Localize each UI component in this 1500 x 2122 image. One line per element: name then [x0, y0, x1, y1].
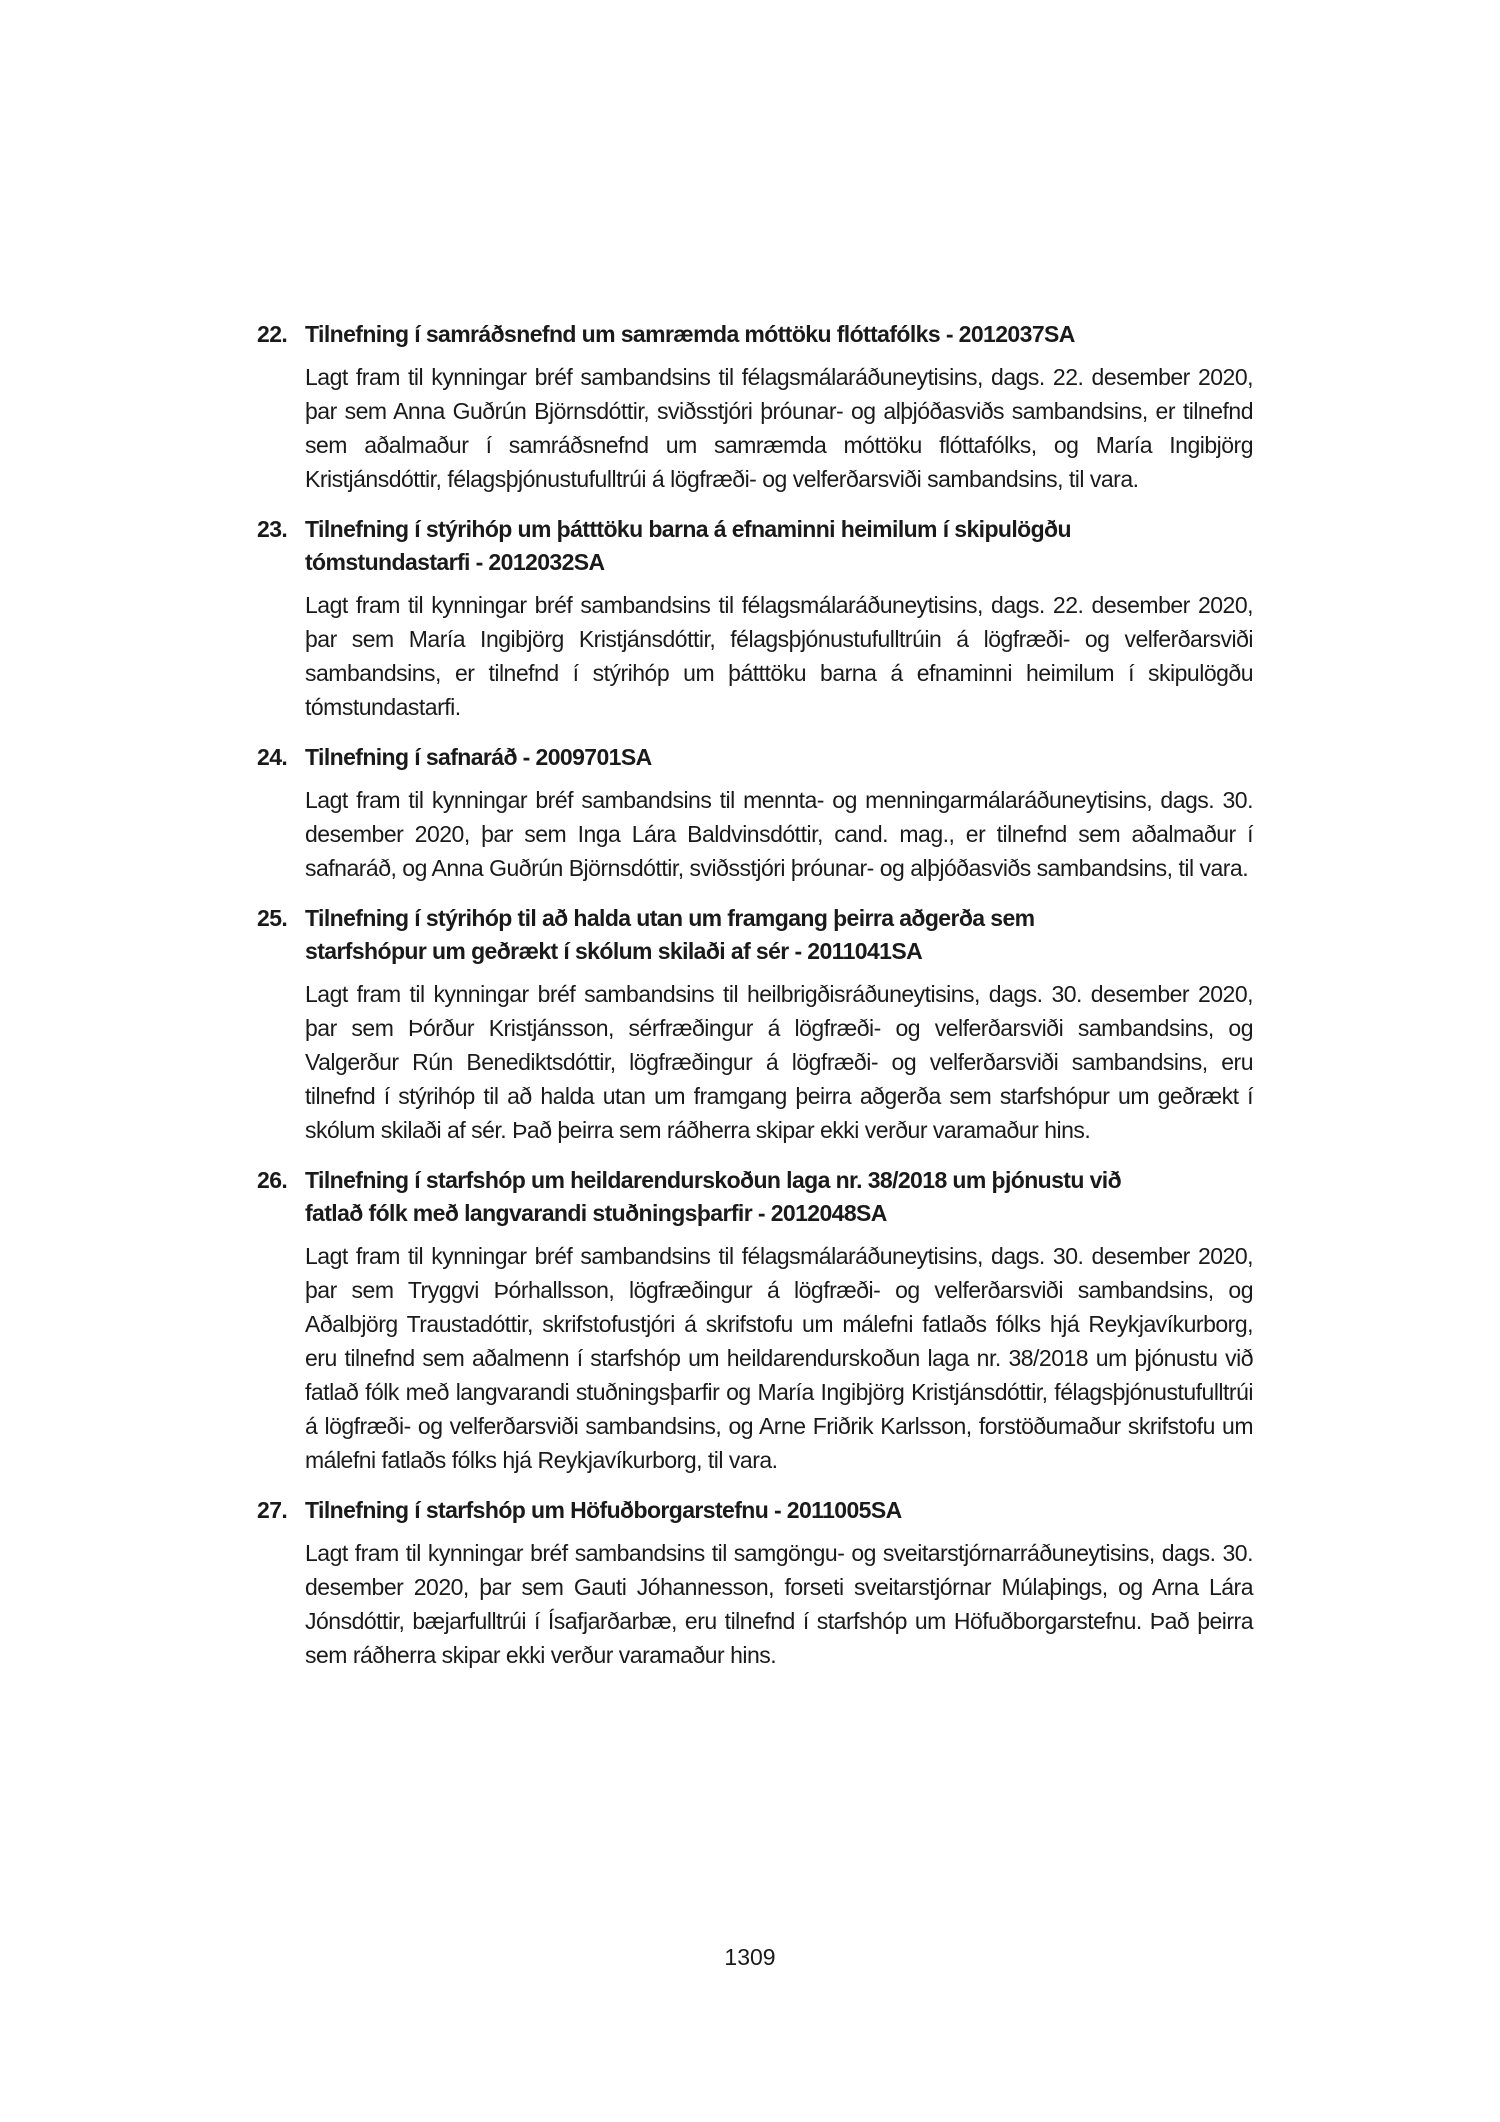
item-heading — [257, 513, 1253, 579]
item-number: 22. — [257, 321, 288, 347]
item-heading — [257, 1164, 1253, 1230]
item-number: 25. — [257, 905, 288, 931]
item-body: Lagt fram til kynningar bréf sambandsins til samgöngu- og sveitarstjórnarráðuneytisins, dags. 30. desember 2020, þar sem Gauti Jóhannesson, forseti sveitarstjórnar Múlaþings, og Arna Lára Jónsdóttir, bæjarfulltrúi í Ísafjarðarbæ, eru tilnefnd í starfshóp um Höfuðborgarstefnu. Það þeirra sem ráðherra skipar ekki verður varamaður hins. — [305, 1540, 1253, 1668]
item-number: 26. — [257, 1167, 288, 1193]
item-title: Tilnefning í starfshóp um Höfuðborgarstefnu - 2011005SA — [305, 1497, 902, 1523]
item-number: 23. — [257, 516, 288, 542]
document-page — [257, 318, 1253, 1689]
agenda-item-27 — [257, 1494, 1253, 1672]
item-body: Lagt fram til kynningar bréf sambandsins til mennta- og menningarmálaráðuneytisins, dags. 30. desember 2020, þar sem Inga Lára Baldvinsdóttir, cand. mag., er tilnefnd sem aðalmaður í safnaráð, og Anna Guðrún Björnsdóttir, sviðsstjóri þróunar- og alþjóðasviðs sambandsins, til vara. — [305, 787, 1253, 881]
agenda-item-25 — [257, 902, 1253, 1147]
item-title: Tilnefning í safnaráð - 2009701SA — [305, 744, 652, 770]
item-body: Lagt fram til kynningar bréf sambandsins til heilbrigðisráðuneytisins, dags. 30. desember 2020, þar sem Þórður Kristjánsson, sérfræðingur á lögfræði- og velferðarsviði sambandsins, og Valgerður Rún Benediktsdóttir, lögfræðingur á lögfræði- og velferðarsviði sambandsins, eru tilnefnd í stýrihóp til að halda utan um framgang þeirra aðgerða sem starfshópur um geðrækt í skólum skilaði af sér. Það þeirra sem ráðherra skipar ekki verður varamaður hins. — [305, 981, 1253, 1143]
agenda-item-22 — [257, 318, 1253, 496]
item-body: Lagt fram til kynningar bréf sambandsins til félagsmálaráðuneytisins, dags. 22. desember 2020, þar sem María Ingibjörg Kristjánsdóttir, félagsþjónustufulltrúin á lögfræði- og velferðarsviði sambandsins, er tilnefnd í stýrihóp um þátttöku barna á efnaminni heimilum í skipulögðu tómstundastarfi. — [305, 592, 1253, 720]
item-heading — [257, 318, 1253, 351]
item-title: Tilnefning í stýrihóp um þátttöku barna á efnaminni heimilum í skipulögðu tómstundastarfi - 2012032SA — [305, 516, 1071, 575]
agenda-item-26 — [257, 1164, 1253, 1477]
page-number: 1309 — [724, 1944, 776, 1970]
item-heading — [257, 902, 1253, 968]
item-number: 27. — [257, 1497, 288, 1523]
item-heading — [257, 1494, 1253, 1527]
agenda-item-23 — [257, 513, 1253, 724]
item-title: Tilnefning í stýrihóp til að halda utan um framgang þeirra aðgerða sem starfshópur um geðrækt í skólum skilaði af sér - 2011041SA — [305, 905, 1035, 964]
item-title: Tilnefning í starfshóp um heildarendurskoðun laga nr. 38/2018 um þjónustu við fatlað fólk með langvarandi stuðningsþarfir - 2012048SA — [305, 1167, 1122, 1226]
item-number: 24. — [257, 744, 288, 770]
item-title: Tilnefning í samráðsnefnd um samræmda móttöku flóttafólks - 2012037SA — [305, 321, 1075, 347]
item-body: Lagt fram til kynningar bréf sambandsins til félagsmálaráðuneytisins, dags. 22. desember 2020, þar sem Anna Guðrún Björnsdóttir, sviðsstjóri þróunar- og alþjóðasviðs sambandsins, er tilnefnd sem aðalmaður í samráðsnefnd um samræmda móttöku flóttafólks, og María Ingibjörg Kristjánsdóttir, félagsþjónustufulltrúi á lögfræði- og velferðarsviði sambandsins, til vara. — [305, 364, 1253, 492]
item-body: Lagt fram til kynningar bréf sambandsins til félagsmálaráðuneytisins, dags. 30. desember 2020, þar sem Tryggvi Þórhallsson, lögfræðingur á lögfræði- og velferðarsviði sambandsins, og Aðalbjörg Traustadóttir, skrifstofustjóri á skrifstofu um málefni fatlaðs fólks hjá Reykjavíkurborg, eru tilnefnd sem aðalmenn í starfshóp um heildarendurskoðun laga nr. 38/2018 um þjónustu við fatlað fólk með langvarandi stuðningsþarfir og María Ingibjörg Kristjánsdóttir, félagsþjónustufulltrúi á lögfræði- og velferðarsviði sambandsins, og Arne Friðrik Karlsson, forstöðumaður skrifstofu um málefni fatlaðs fólks hjá Reykjavíkurborg, til vara. — [305, 1243, 1253, 1473]
agenda-item-24 — [257, 741, 1253, 885]
item-heading — [257, 741, 1253, 774]
